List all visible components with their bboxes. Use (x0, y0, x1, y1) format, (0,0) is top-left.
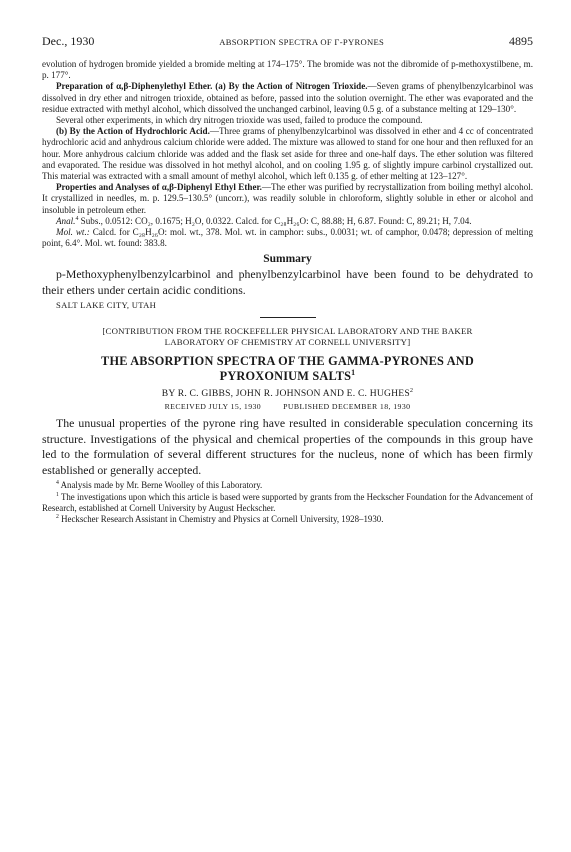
author-line (42, 388, 533, 399)
paragraph (42, 182, 533, 216)
footnote-text: The investigations upon which this article is based were supported by grants from the Heckscher Foundation for the Advancement of Research, established at Cornell University by August Heckscher. (42, 491, 533, 513)
footnote-4 (42, 480, 533, 491)
section-divider (260, 317, 316, 318)
summary-text: p-Methoxyphenylbenzylcarbinol and phenylbenzylcarbinol have been found to be dehydrated to their ethers under certain acidic conditions. (42, 267, 533, 297)
summary-body (42, 267, 533, 298)
contribution-line: LABORATORY OF CHEMISTRY AT CORNELL UNIVERSITY] (164, 337, 411, 348)
article-intro (42, 416, 533, 478)
paragraph-text: —Seven grams of phenylbenzylcarbinol was dissolved in dry ether and nitrogen trioxide, obtained as before, passed into the solution overnight. The ether was evaporated and the residue extracted with methyl alcohol, which dissolved the unchanged carbinol, leaving 0.5 g. of a substance melting at 129–130°. (42, 81, 533, 114)
publication-dates (42, 402, 533, 411)
run-in-heading: (b) By the Action of Hydrochloric Acid. (56, 126, 210, 137)
footnote-ref: 4 (75, 215, 79, 222)
run-in-heading: Properties and Analyses of α,β-Diphenyl Ethyl Ether. (56, 182, 262, 193)
contribution-line: [CONTRIBUTION FROM THE ROCKEFELLER PHYSICAL LABORATORY AND THE BAKER (102, 326, 473, 337)
received-date: RECEIVED JULY 15, 1930 (164, 402, 262, 412)
paragraph-text: —The ether was purified by recrystallization from boiling methyl alcohol. It crystallized in needles, m. p. 129.5–130.5° (uncorr.), was readily soluble in chloroform, slightly soluble in ether or alcohol and insoluble in petroleum ether. (42, 182, 533, 215)
footnotes (42, 480, 533, 525)
footnote-ref: 2 (409, 387, 414, 395)
contribution-note (42, 326, 533, 348)
footnote-marker: 2 (56, 514, 59, 521)
footnote-marker: 4 (56, 480, 59, 487)
footnote-2 (42, 514, 533, 525)
header-date: Dec., 1930 (42, 34, 95, 48)
paragraph (42, 126, 533, 182)
run-in-heading: Preparation of α,β-Diphenylethyl Ether. (a) By the Action of Nitrogen Trioxide. (56, 81, 368, 92)
summary-heading: Summary (263, 253, 312, 266)
paragraph: Several other experiments, in which dry nitrogen trioxide was used, failed to produce the compound. (56, 115, 423, 126)
intro-paragraph: The unusual properties of the pyrone ring have resulted in considerable speculation concerning its structure. Investigations of the physical and chemical properties of the compounds in this group have led to the formulation of several different structures for the nucleus, none of which has been firmly established or generally accepted. (42, 416, 533, 477)
footnote-text: Analysis made by Mr. Berne Woolley of this Laboratory. (60, 480, 263, 491)
author-names: BY R. C. GIBBS, JOHN R. JOHNSON AND E. C. HUGHES (161, 388, 410, 400)
page-header (42, 34, 533, 49)
title-line (42, 369, 533, 384)
analysis-text: Subs., 0.0512: CO₂, 0.1675; H₂O, 0.0322. Calcd. for C₂₈H₂₆O: C, 88.88; H, 6.87. Found: C, 89.21; H, 7.04. (78, 215, 472, 226)
paragraph-text: —Three grams of phenylbenzylcarbinol was dissolved in ether and 4 cc of concentrated hydrochloric acid and anhydrous calcium chloride were added. The mixture was allowed to stand for one hour and then refluxed for an hour. More anhydrous calcium chloride was added and the flask set aside for three and one-half days. The ether solution was filtered and evaporated. The residue was dissolved in hot methyl alcohol, and on cooling 1.95 g. of slightly impure carbinol crystallized out. This material was extracted with a small amount of methyl alcohol, which left 0.135 g. of ether melting at 123–127°. (42, 126, 533, 182)
footnote-marker: 1 (56, 491, 59, 498)
title-line: THE ABSORPTION SPECTRA OF THE GAMMA-PYRONES AND (101, 354, 474, 369)
author-location: SALT LAKE CITY, UTAH (56, 300, 157, 311)
paragraph (42, 81, 533, 115)
running-title: ABSORPTION SPECTRA OF Γ-PYRONES (219, 37, 385, 47)
footnote-text: Heckscher Research Assistant in Chemistry and Physics at Cornell University, 1928–1930. (61, 514, 384, 525)
mol-wt-text: Calcd. for C₂₈H₂₆O: mol. wt., 378. Mol. wt. in camphor: subs., 0.0031; wt. of camphor, 0.0478; depression of melting point, 6.4°. Mol. wt. found: 383.8. (42, 227, 533, 249)
article-title (42, 354, 533, 384)
footnote-ref: 1 (351, 368, 356, 378)
mol-wt-line (42, 227, 533, 249)
page-number: 4895 (508, 34, 533, 48)
published-date: PUBLISHED DECEMBER 18, 1930 (283, 402, 411, 412)
mol-wt-label: Mol. wt.: (56, 227, 90, 238)
analysis-line (42, 216, 533, 227)
analysis-label: Anal. (56, 215, 76, 226)
paragraph: evolution of hydrogen bromide yielded a bromide melting at 174–175°. The bromide was not the dibromide of p-methoxystilbene, m. p. 177°. (42, 59, 533, 81)
title-line-text: PYROXONIUM SALTS (219, 369, 352, 384)
footnote-1 (42, 492, 533, 514)
experimental-section (42, 59, 533, 249)
